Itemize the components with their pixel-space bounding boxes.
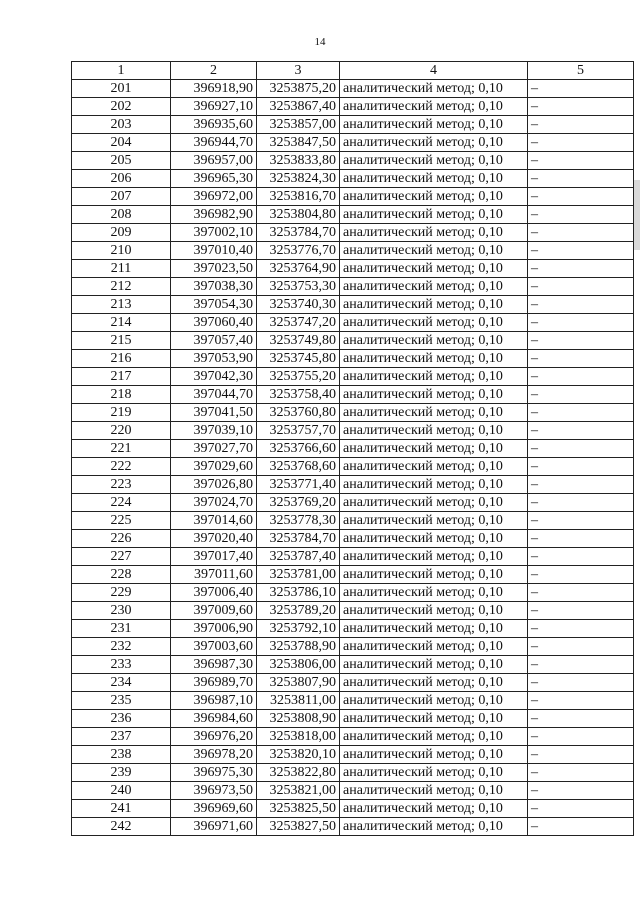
point-number-cell: 236 bbox=[72, 710, 171, 728]
method-accuracy-cell: аналитический метод; 0,10 bbox=[340, 764, 528, 782]
point-number-cell: 219 bbox=[72, 404, 171, 422]
method-accuracy-cell: аналитический метод; 0,10 bbox=[340, 350, 528, 368]
note-cell: – bbox=[528, 278, 634, 296]
note-cell: – bbox=[528, 296, 634, 314]
point-number-cell: 213 bbox=[72, 296, 171, 314]
point-number-cell: 229 bbox=[72, 584, 171, 602]
note-cell: – bbox=[528, 116, 634, 134]
point-number-cell: 224 bbox=[72, 494, 171, 512]
method-accuracy-cell: аналитический метод; 0,10 bbox=[340, 296, 528, 314]
table-row bbox=[72, 530, 634, 548]
point-number-cell: 201 bbox=[72, 80, 171, 98]
y-coordinate-cell: 3253788,90 bbox=[257, 638, 340, 656]
note-cell: – bbox=[528, 548, 634, 566]
method-accuracy-cell: аналитический метод; 0,10 bbox=[340, 818, 528, 836]
point-number-cell: 220 bbox=[72, 422, 171, 440]
x-coordinate-cell: 397039,10 bbox=[171, 422, 257, 440]
header-col-1: 1 bbox=[72, 62, 171, 80]
note-cell: – bbox=[528, 746, 634, 764]
x-coordinate-cell: 396973,50 bbox=[171, 782, 257, 800]
note-cell: – bbox=[528, 674, 634, 692]
note-cell: – bbox=[528, 350, 634, 368]
x-coordinate-cell: 397006,90 bbox=[171, 620, 257, 638]
point-number-cell: 210 bbox=[72, 242, 171, 260]
y-coordinate-cell: 3253807,90 bbox=[257, 674, 340, 692]
note-cell: – bbox=[528, 80, 634, 98]
header-col-4: 4 bbox=[340, 62, 528, 80]
y-coordinate-cell: 3253766,60 bbox=[257, 440, 340, 458]
x-coordinate-cell: 397020,40 bbox=[171, 530, 257, 548]
table-row bbox=[72, 656, 634, 674]
note-cell: – bbox=[528, 494, 634, 512]
table-row bbox=[72, 314, 634, 332]
table-row bbox=[72, 458, 634, 476]
note-cell: – bbox=[528, 530, 634, 548]
point-number-cell: 209 bbox=[72, 224, 171, 242]
note-cell: – bbox=[528, 422, 634, 440]
method-accuracy-cell: аналитический метод; 0,10 bbox=[340, 440, 528, 458]
method-accuracy-cell: аналитический метод; 0,10 bbox=[340, 98, 528, 116]
table-row bbox=[72, 476, 634, 494]
table-row bbox=[72, 152, 634, 170]
method-accuracy-cell: аналитический метод; 0,10 bbox=[340, 782, 528, 800]
note-cell: – bbox=[528, 332, 634, 350]
point-number-cell: 204 bbox=[72, 134, 171, 152]
x-coordinate-cell: 397054,30 bbox=[171, 296, 257, 314]
point-number-cell: 222 bbox=[72, 458, 171, 476]
x-coordinate-cell: 397017,40 bbox=[171, 548, 257, 566]
table-row bbox=[72, 332, 634, 350]
table-body bbox=[72, 80, 634, 836]
table-row bbox=[72, 368, 634, 386]
x-coordinate-cell: 397011,60 bbox=[171, 566, 257, 584]
y-coordinate-cell: 3253781,00 bbox=[257, 566, 340, 584]
note-cell: – bbox=[528, 638, 634, 656]
point-number-cell: 235 bbox=[72, 692, 171, 710]
y-coordinate-cell: 3253833,80 bbox=[257, 152, 340, 170]
y-coordinate-cell: 3253749,80 bbox=[257, 332, 340, 350]
y-coordinate-cell: 3253822,80 bbox=[257, 764, 340, 782]
table-row bbox=[72, 98, 634, 116]
x-coordinate-cell: 396957,00 bbox=[171, 152, 257, 170]
note-cell: – bbox=[528, 800, 634, 818]
method-accuracy-cell: аналитический метод; 0,10 bbox=[340, 530, 528, 548]
note-cell: – bbox=[528, 242, 634, 260]
note-cell: – bbox=[528, 458, 634, 476]
table-row bbox=[72, 710, 634, 728]
method-accuracy-cell: аналитический метод; 0,10 bbox=[340, 422, 528, 440]
note-cell: – bbox=[528, 368, 634, 386]
x-coordinate-cell: 397027,70 bbox=[171, 440, 257, 458]
scan-edge-shadow bbox=[634, 180, 640, 250]
method-accuracy-cell: аналитический метод; 0,10 bbox=[340, 188, 528, 206]
coordinates-table bbox=[71, 61, 634, 836]
x-coordinate-cell: 396978,20 bbox=[171, 746, 257, 764]
x-coordinate-cell: 396987,10 bbox=[171, 692, 257, 710]
method-accuracy-cell: аналитический метод; 0,10 bbox=[340, 242, 528, 260]
table-row bbox=[72, 746, 634, 764]
y-coordinate-cell: 3253806,00 bbox=[257, 656, 340, 674]
y-coordinate-cell: 3253824,30 bbox=[257, 170, 340, 188]
x-coordinate-cell: 396965,30 bbox=[171, 170, 257, 188]
method-accuracy-cell: аналитический метод; 0,10 bbox=[340, 152, 528, 170]
point-number-cell: 234 bbox=[72, 674, 171, 692]
x-coordinate-cell: 397029,60 bbox=[171, 458, 257, 476]
y-coordinate-cell: 3253758,40 bbox=[257, 386, 340, 404]
table-row bbox=[72, 116, 634, 134]
method-accuracy-cell: аналитический метод; 0,10 bbox=[340, 224, 528, 242]
y-coordinate-cell: 3253740,30 bbox=[257, 296, 340, 314]
x-coordinate-cell: 396969,60 bbox=[171, 800, 257, 818]
table-row bbox=[72, 440, 634, 458]
table-row bbox=[72, 638, 634, 656]
method-accuracy-cell: аналитический метод; 0,10 bbox=[340, 170, 528, 188]
note-cell: – bbox=[528, 710, 634, 728]
table-row bbox=[72, 620, 634, 638]
point-number-cell: 214 bbox=[72, 314, 171, 332]
table-row bbox=[72, 782, 634, 800]
method-accuracy-cell: аналитический метод; 0,10 bbox=[340, 260, 528, 278]
note-cell: – bbox=[528, 512, 634, 530]
x-coordinate-cell: 397053,90 bbox=[171, 350, 257, 368]
note-cell: – bbox=[528, 314, 634, 332]
x-coordinate-cell: 396975,30 bbox=[171, 764, 257, 782]
point-number-cell: 240 bbox=[72, 782, 171, 800]
y-coordinate-cell: 3253816,70 bbox=[257, 188, 340, 206]
method-accuracy-cell: аналитический метод; 0,10 bbox=[340, 386, 528, 404]
point-number-cell: 230 bbox=[72, 602, 171, 620]
table-row bbox=[72, 512, 634, 530]
note-cell: – bbox=[528, 602, 634, 620]
point-number-cell: 231 bbox=[72, 620, 171, 638]
y-coordinate-cell: 3253755,20 bbox=[257, 368, 340, 386]
note-cell: – bbox=[528, 440, 634, 458]
method-accuracy-cell: аналитический метод; 0,10 bbox=[340, 458, 528, 476]
table-row bbox=[72, 602, 634, 620]
method-accuracy-cell: аналитический метод; 0,10 bbox=[340, 638, 528, 656]
x-coordinate-cell: 397044,70 bbox=[171, 386, 257, 404]
x-coordinate-cell: 397057,40 bbox=[171, 332, 257, 350]
point-number-cell: 202 bbox=[72, 98, 171, 116]
table-row bbox=[72, 296, 634, 314]
method-accuracy-cell: аналитический метод; 0,10 bbox=[340, 314, 528, 332]
point-number-cell: 242 bbox=[72, 818, 171, 836]
table-row bbox=[72, 242, 634, 260]
y-coordinate-cell: 3253784,70 bbox=[257, 530, 340, 548]
point-number-cell: 228 bbox=[72, 566, 171, 584]
x-coordinate-cell: 396944,70 bbox=[171, 134, 257, 152]
x-coordinate-cell: 396918,90 bbox=[171, 80, 257, 98]
point-number-cell: 221 bbox=[72, 440, 171, 458]
point-number-cell: 225 bbox=[72, 512, 171, 530]
x-coordinate-cell: 397024,70 bbox=[171, 494, 257, 512]
note-cell: – bbox=[528, 386, 634, 404]
table-row bbox=[72, 548, 634, 566]
y-coordinate-cell: 3253818,00 bbox=[257, 728, 340, 746]
x-coordinate-cell: 397026,80 bbox=[171, 476, 257, 494]
table-row bbox=[72, 224, 634, 242]
method-accuracy-cell: аналитический метод; 0,10 bbox=[340, 368, 528, 386]
method-accuracy-cell: аналитический метод; 0,10 bbox=[340, 566, 528, 584]
point-number-cell: 208 bbox=[72, 206, 171, 224]
table-row bbox=[72, 674, 634, 692]
method-accuracy-cell: аналитический метод; 0,10 bbox=[340, 620, 528, 638]
table-row bbox=[72, 584, 634, 602]
x-coordinate-cell: 397006,40 bbox=[171, 584, 257, 602]
x-coordinate-cell: 396989,70 bbox=[171, 674, 257, 692]
table-row bbox=[72, 170, 634, 188]
note-cell: – bbox=[528, 206, 634, 224]
note-cell: – bbox=[528, 224, 634, 242]
note-cell: – bbox=[528, 692, 634, 710]
method-accuracy-cell: аналитический метод; 0,10 bbox=[340, 80, 528, 98]
point-number-cell: 206 bbox=[72, 170, 171, 188]
x-coordinate-cell: 397060,40 bbox=[171, 314, 257, 332]
x-coordinate-cell: 397002,10 bbox=[171, 224, 257, 242]
note-cell: – bbox=[528, 566, 634, 584]
method-accuracy-cell: аналитический метод; 0,10 bbox=[340, 404, 528, 422]
y-coordinate-cell: 3253792,10 bbox=[257, 620, 340, 638]
note-cell: – bbox=[528, 728, 634, 746]
table-row bbox=[72, 404, 634, 422]
point-number-cell: 216 bbox=[72, 350, 171, 368]
header-col-3: 3 bbox=[257, 62, 340, 80]
table-row bbox=[72, 692, 634, 710]
table-header-row bbox=[72, 62, 634, 80]
table-row bbox=[72, 80, 634, 98]
note-cell: – bbox=[528, 764, 634, 782]
y-coordinate-cell: 3253789,20 bbox=[257, 602, 340, 620]
point-number-cell: 211 bbox=[72, 260, 171, 278]
x-coordinate-cell: 397014,60 bbox=[171, 512, 257, 530]
y-coordinate-cell: 3253820,10 bbox=[257, 746, 340, 764]
table-row bbox=[72, 494, 634, 512]
point-number-cell: 218 bbox=[72, 386, 171, 404]
table-row bbox=[72, 278, 634, 296]
method-accuracy-cell: аналитический метод; 0,10 bbox=[340, 116, 528, 134]
y-coordinate-cell: 3253827,50 bbox=[257, 818, 340, 836]
x-coordinate-cell: 397038,30 bbox=[171, 278, 257, 296]
y-coordinate-cell: 3253776,70 bbox=[257, 242, 340, 260]
method-accuracy-cell: аналитический метод; 0,10 bbox=[340, 728, 528, 746]
note-cell: – bbox=[528, 476, 634, 494]
y-coordinate-cell: 3253769,20 bbox=[257, 494, 340, 512]
y-coordinate-cell: 3253825,50 bbox=[257, 800, 340, 818]
x-coordinate-cell: 397010,40 bbox=[171, 242, 257, 260]
note-cell: – bbox=[528, 404, 634, 422]
table-row bbox=[72, 728, 634, 746]
y-coordinate-cell: 3253784,70 bbox=[257, 224, 340, 242]
table-row bbox=[72, 350, 634, 368]
note-cell: – bbox=[528, 584, 634, 602]
table-row bbox=[72, 422, 634, 440]
y-coordinate-cell: 3253787,40 bbox=[257, 548, 340, 566]
point-number-cell: 223 bbox=[72, 476, 171, 494]
point-number-cell: 217 bbox=[72, 368, 171, 386]
point-number-cell: 237 bbox=[72, 728, 171, 746]
table-row bbox=[72, 818, 634, 836]
table-row bbox=[72, 260, 634, 278]
x-coordinate-cell: 396984,60 bbox=[171, 710, 257, 728]
table-row bbox=[72, 188, 634, 206]
point-number-cell: 226 bbox=[72, 530, 171, 548]
x-coordinate-cell: 396982,90 bbox=[171, 206, 257, 224]
y-coordinate-cell: 3253764,90 bbox=[257, 260, 340, 278]
y-coordinate-cell: 3253768,60 bbox=[257, 458, 340, 476]
point-number-cell: 205 bbox=[72, 152, 171, 170]
page-number: 14 bbox=[314, 36, 326, 48]
method-accuracy-cell: аналитический метод; 0,10 bbox=[340, 206, 528, 224]
note-cell: – bbox=[528, 260, 634, 278]
x-coordinate-cell: 397042,30 bbox=[171, 368, 257, 386]
method-accuracy-cell: аналитический метод; 0,10 bbox=[340, 494, 528, 512]
table-row bbox=[72, 386, 634, 404]
x-coordinate-cell: 397003,60 bbox=[171, 638, 257, 656]
point-number-cell: 232 bbox=[72, 638, 171, 656]
y-coordinate-cell: 3253847,50 bbox=[257, 134, 340, 152]
point-number-cell: 215 bbox=[72, 332, 171, 350]
y-coordinate-cell: 3253821,00 bbox=[257, 782, 340, 800]
header-col-2: 2 bbox=[171, 62, 257, 80]
table-row bbox=[72, 764, 634, 782]
x-coordinate-cell: 397041,50 bbox=[171, 404, 257, 422]
y-coordinate-cell: 3253875,20 bbox=[257, 80, 340, 98]
y-coordinate-cell: 3253867,40 bbox=[257, 98, 340, 116]
note-cell: – bbox=[528, 152, 634, 170]
note-cell: – bbox=[528, 782, 634, 800]
note-cell: – bbox=[528, 188, 634, 206]
point-number-cell: 241 bbox=[72, 800, 171, 818]
method-accuracy-cell: аналитический метод; 0,10 bbox=[340, 746, 528, 764]
point-number-cell: 212 bbox=[72, 278, 171, 296]
y-coordinate-cell: 3253811,00 bbox=[257, 692, 340, 710]
y-coordinate-cell: 3253771,40 bbox=[257, 476, 340, 494]
y-coordinate-cell: 3253760,80 bbox=[257, 404, 340, 422]
y-coordinate-cell: 3253786,10 bbox=[257, 584, 340, 602]
y-coordinate-cell: 3253778,30 bbox=[257, 512, 340, 530]
method-accuracy-cell: аналитический метод; 0,10 bbox=[340, 656, 528, 674]
y-coordinate-cell: 3253757,70 bbox=[257, 422, 340, 440]
x-coordinate-cell: 396935,60 bbox=[171, 116, 257, 134]
x-coordinate-cell: 396971,60 bbox=[171, 818, 257, 836]
y-coordinate-cell: 3253753,30 bbox=[257, 278, 340, 296]
table-row bbox=[72, 134, 634, 152]
y-coordinate-cell: 3253808,90 bbox=[257, 710, 340, 728]
method-accuracy-cell: аналитический метод; 0,10 bbox=[340, 584, 528, 602]
table-row bbox=[72, 566, 634, 584]
method-accuracy-cell: аналитический метод; 0,10 bbox=[340, 332, 528, 350]
x-coordinate-cell: 396927,10 bbox=[171, 98, 257, 116]
point-number-cell: 203 bbox=[72, 116, 171, 134]
method-accuracy-cell: аналитический метод; 0,10 bbox=[340, 476, 528, 494]
method-accuracy-cell: аналитический метод; 0,10 bbox=[340, 278, 528, 296]
x-coordinate-cell: 396972,00 bbox=[171, 188, 257, 206]
x-coordinate-cell: 396987,30 bbox=[171, 656, 257, 674]
y-coordinate-cell: 3253804,80 bbox=[257, 206, 340, 224]
x-coordinate-cell: 397023,50 bbox=[171, 260, 257, 278]
point-number-cell: 238 bbox=[72, 746, 171, 764]
note-cell: – bbox=[528, 134, 634, 152]
method-accuracy-cell: аналитический метод; 0,10 bbox=[340, 710, 528, 728]
point-number-cell: 207 bbox=[72, 188, 171, 206]
y-coordinate-cell: 3253745,80 bbox=[257, 350, 340, 368]
table-row bbox=[72, 800, 634, 818]
note-cell: – bbox=[528, 620, 634, 638]
header-col-5: 5 bbox=[528, 62, 634, 80]
table-row bbox=[72, 206, 634, 224]
note-cell: – bbox=[528, 170, 634, 188]
method-accuracy-cell: аналитический метод; 0,10 bbox=[340, 800, 528, 818]
x-coordinate-cell: 396976,20 bbox=[171, 728, 257, 746]
method-accuracy-cell: аналитический метод; 0,10 bbox=[340, 674, 528, 692]
method-accuracy-cell: аналитический метод; 0,10 bbox=[340, 548, 528, 566]
note-cell: – bbox=[528, 656, 634, 674]
note-cell: – bbox=[528, 818, 634, 836]
x-coordinate-cell: 397009,60 bbox=[171, 602, 257, 620]
point-number-cell: 233 bbox=[72, 656, 171, 674]
note-cell: – bbox=[528, 98, 634, 116]
method-accuracy-cell: аналитический метод; 0,10 bbox=[340, 512, 528, 530]
point-number-cell: 239 bbox=[72, 764, 171, 782]
y-coordinate-cell: 3253747,20 bbox=[257, 314, 340, 332]
method-accuracy-cell: аналитический метод; 0,10 bbox=[340, 692, 528, 710]
method-accuracy-cell: аналитический метод; 0,10 bbox=[340, 134, 528, 152]
point-number-cell: 227 bbox=[72, 548, 171, 566]
y-coordinate-cell: 3253857,00 bbox=[257, 116, 340, 134]
method-accuracy-cell: аналитический метод; 0,10 bbox=[340, 602, 528, 620]
